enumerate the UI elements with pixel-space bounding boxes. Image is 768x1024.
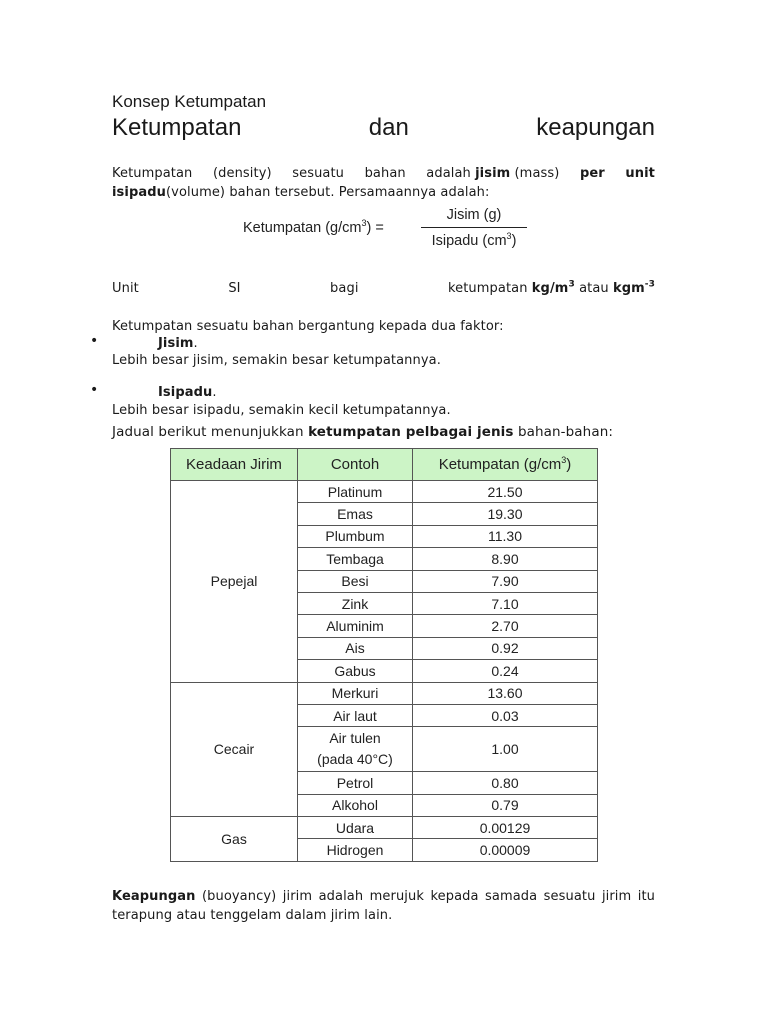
density-value-cell: 0.03 bbox=[413, 704, 598, 726]
intro-word bbox=[426, 164, 559, 183]
example-cell: Hidrogen bbox=[298, 839, 413, 861]
formula-den-end: ) bbox=[511, 233, 517, 249]
example-cell: Air laut bbox=[298, 704, 413, 726]
density-value-cell: 0.24 bbox=[413, 660, 598, 682]
si-word: Unit bbox=[112, 281, 139, 296]
intro-word: Ketumpatan bbox=[112, 166, 193, 181]
example-cell: Zink bbox=[298, 592, 413, 614]
density-value-cell: 0.00009 bbox=[413, 839, 598, 861]
density-value-cell: 1.00 bbox=[413, 727, 598, 772]
table-intro-end: bahan-bahan: bbox=[517, 424, 614, 440]
title-word-3: keapungan bbox=[536, 114, 655, 141]
si-word: ketumpatan bbox=[447, 281, 528, 296]
intro-bold-unit: unit bbox=[625, 166, 655, 181]
buoyancy-paragraph bbox=[112, 887, 655, 925]
buoyancy-bold: Keapungan bbox=[112, 889, 196, 904]
header-example: Contoh bbox=[298, 449, 413, 481]
formula-den-sup: 3 bbox=[506, 231, 512, 242]
formula-denominator bbox=[421, 231, 527, 251]
intro-word: bahan bbox=[364, 166, 406, 181]
example-cell: Udara bbox=[298, 817, 413, 839]
si-unit-2-sup: -3 bbox=[644, 279, 655, 290]
intro-line-1 bbox=[112, 164, 655, 183]
si-word-atau: atau bbox=[579, 281, 609, 296]
si-word: bagi bbox=[330, 281, 359, 296]
intro-word: (density) bbox=[212, 166, 272, 181]
factors-intro: Ketumpatan sesuatu bahan bergantung kepada dua faktor: bbox=[112, 319, 504, 334]
si-unit-1-sup: 3 bbox=[568, 279, 575, 290]
fraction-bar bbox=[421, 227, 527, 228]
table-body bbox=[171, 481, 598, 862]
intro-bold-jisim: jisim bbox=[475, 166, 511, 181]
section-title: Konsep Ketumpatan bbox=[112, 92, 267, 111]
density-value-cell: 21.50 bbox=[413, 481, 598, 503]
example-cell: Aluminim bbox=[298, 615, 413, 637]
formula-fraction bbox=[421, 205, 527, 251]
density-formula bbox=[243, 205, 533, 253]
intro-line-2-rest: (volume) bahan tersebut. Persamaannya adalah: bbox=[166, 185, 490, 200]
title-word-2: dan bbox=[368, 114, 409, 141]
example-cell: Ais bbox=[298, 637, 413, 659]
density-value-cell: 2.70 bbox=[413, 615, 598, 637]
example-cell: Merkuri bbox=[298, 682, 413, 704]
state-cell: Pepejal bbox=[171, 481, 298, 683]
density-value-cell: 19.30 bbox=[413, 503, 598, 525]
factor-desc-isipadu: Lebih besar isipadu, semakin kecil ketumpatannya. bbox=[112, 403, 451, 418]
si-unit-2 bbox=[613, 281, 655, 296]
table-header-row bbox=[171, 449, 598, 481]
factor-title-isipadu bbox=[158, 383, 217, 402]
si-unit-line bbox=[112, 279, 655, 298]
si-unit-2-text: kgm bbox=[612, 281, 645, 296]
header-density-sup: 3 bbox=[561, 455, 567, 465]
intro-bold-isipadu: isipadu bbox=[112, 185, 166, 200]
table-row bbox=[171, 817, 598, 839]
factor-title-text: Isipadu bbox=[158, 385, 213, 400]
page-title bbox=[112, 114, 655, 142]
si-word: SI bbox=[228, 281, 241, 296]
density-value-cell: 8.90 bbox=[413, 548, 598, 570]
factor-title-text: Jisim bbox=[158, 336, 194, 351]
example-cell: Gabus bbox=[298, 660, 413, 682]
state-cell: Gas bbox=[171, 817, 298, 862]
title-word-1: Ketumpatan bbox=[112, 114, 242, 141]
example-cell: Petrol bbox=[298, 772, 413, 794]
formula-lhs-end: ) = bbox=[366, 220, 384, 236]
buoyancy-line-1 bbox=[112, 887, 655, 906]
header-state: Keadaan Jirim bbox=[171, 449, 298, 481]
example-cell: Alkohol bbox=[298, 794, 413, 816]
density-value-cell: 7.90 bbox=[413, 570, 598, 592]
intro-bold-per: per bbox=[579, 166, 605, 181]
table-intro bbox=[112, 423, 613, 442]
formula-lhs-sup: 3 bbox=[361, 218, 367, 229]
si-unit-group bbox=[448, 279, 655, 298]
example-cell: Tembaga bbox=[298, 548, 413, 570]
density-table bbox=[170, 448, 598, 862]
example-cell bbox=[298, 727, 413, 772]
density-value-cell: 7.10 bbox=[413, 592, 598, 614]
example-cell: Platinum bbox=[298, 481, 413, 503]
header-density bbox=[413, 449, 598, 481]
factor-title-dot: . bbox=[193, 336, 198, 351]
header-density-end: ) bbox=[566, 456, 572, 473]
formula-lhs bbox=[243, 220, 384, 236]
example-line-1: Air tulen bbox=[329, 730, 381, 747]
si-unit-1-text: kg/m bbox=[531, 281, 569, 296]
formula-den-text: Isipadu (cm bbox=[431, 233, 507, 249]
table-row bbox=[171, 481, 598, 503]
buoyancy-line-2: terapung atau tenggelam dalam jirim lain. bbox=[112, 908, 393, 923]
table-row bbox=[171, 682, 598, 704]
factor-title-dot: . bbox=[212, 385, 217, 400]
intro-word-mass: (mass) bbox=[514, 166, 560, 181]
formula-numerator: Jisim (g) bbox=[446, 207, 502, 223]
buoyancy-line-1-text: (buoyancy) jirim adalah merujuk kepada samada sesuatu jirim itu bbox=[201, 889, 656, 904]
example-line-2: (pada 40°C) bbox=[317, 751, 393, 768]
intro-word-adalah: adalah bbox=[426, 166, 471, 181]
example-cell: Emas bbox=[298, 503, 413, 525]
si-unit-1 bbox=[532, 281, 575, 296]
header-density-text: Ketumpatan (g/cm bbox=[438, 456, 562, 473]
table-intro-bold: ketumpatan pelbagai jenis bbox=[308, 424, 514, 440]
density-value-cell: 11.30 bbox=[413, 525, 598, 547]
density-value-cell: 0.92 bbox=[413, 637, 598, 659]
density-value-cell: 0.00129 bbox=[413, 817, 598, 839]
example-cell: Besi bbox=[298, 570, 413, 592]
example-cell: Plumbum bbox=[298, 525, 413, 547]
intro-paragraph bbox=[112, 164, 655, 202]
bullet-icon: • bbox=[90, 333, 99, 349]
density-value-cell: 0.79 bbox=[413, 794, 598, 816]
formula-lhs-text: Ketumpatan (g/cm bbox=[243, 220, 362, 236]
intro-line-2 bbox=[112, 183, 655, 202]
intro-word: sesuatu bbox=[292, 166, 345, 181]
state-cell: Cecair bbox=[171, 682, 298, 817]
table-intro-text: Jadual berikut menunjukkan bbox=[112, 424, 304, 440]
density-value-cell: 0.80 bbox=[413, 772, 598, 794]
density-value-cell: 13.60 bbox=[413, 682, 598, 704]
bullet-icon: • bbox=[90, 382, 99, 398]
factor-desc-jisim: Lebih besar jisim, semakin besar ketumpatannya. bbox=[112, 353, 441, 368]
